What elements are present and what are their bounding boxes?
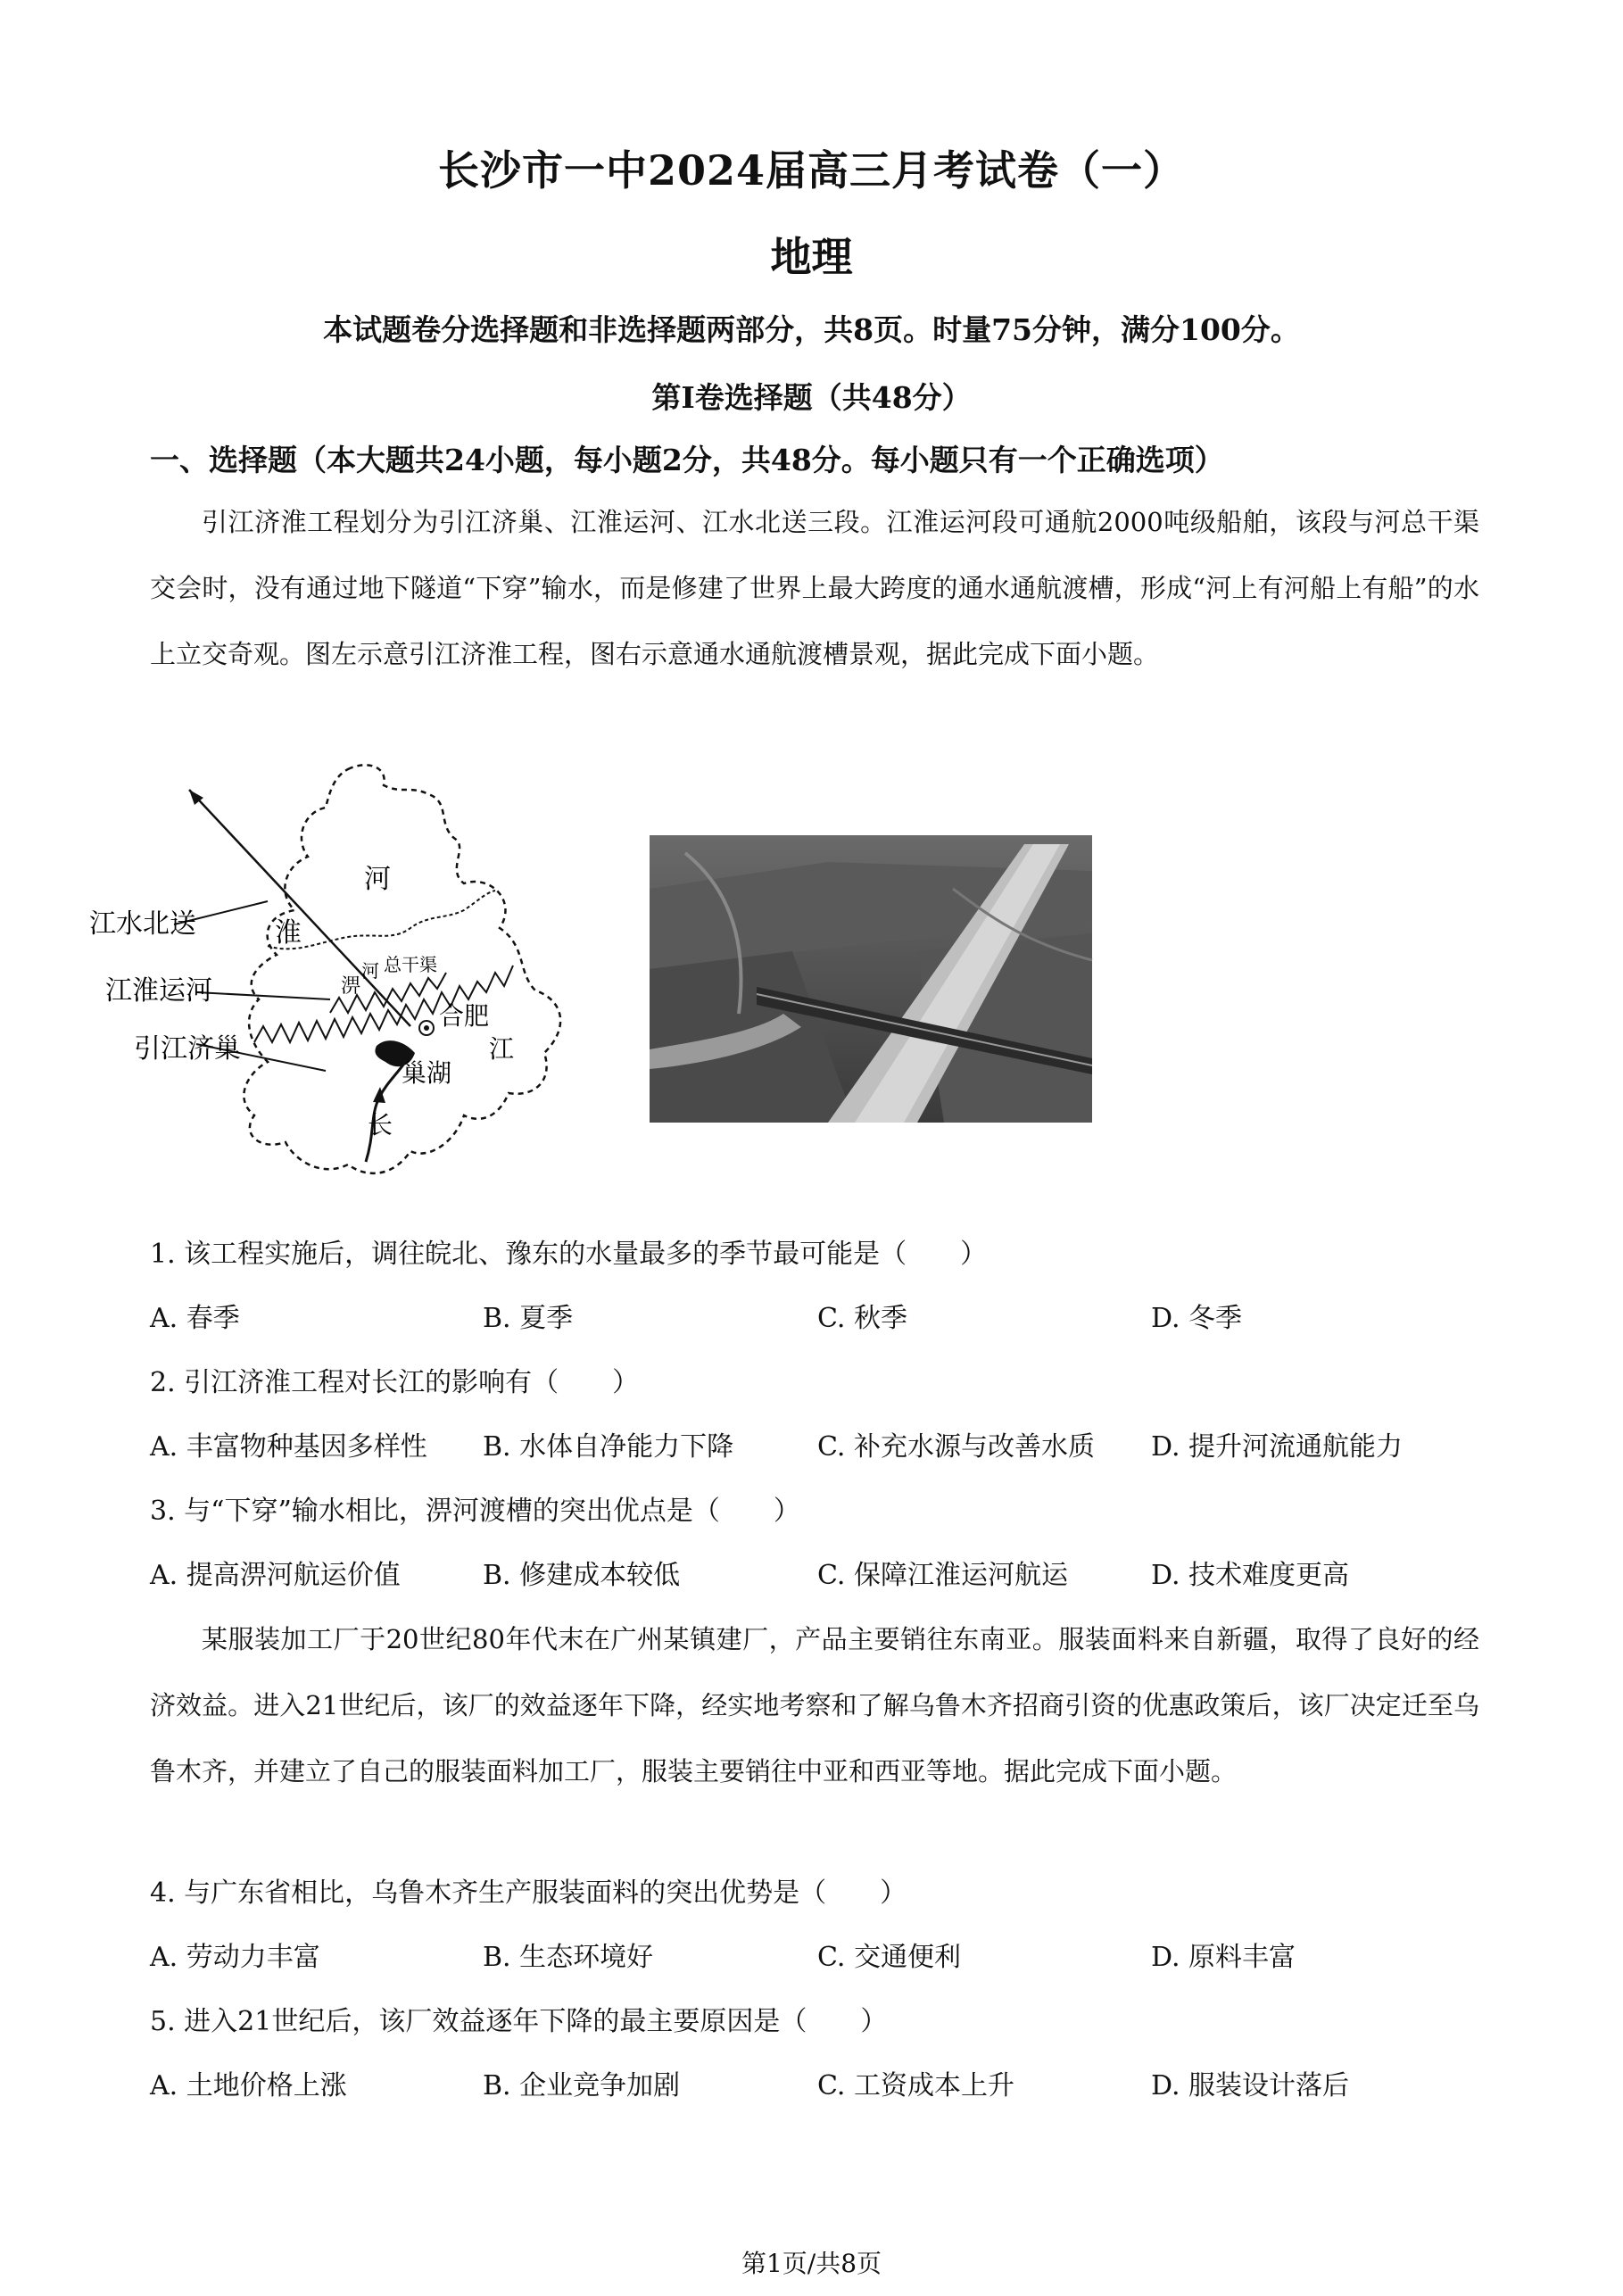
q5-option-c[interactable]: C. 工资成本上升 — [817, 2070, 1014, 2101]
q4-option-c[interactable]: C. 交通便利 — [817, 1942, 961, 1973]
q2-option-c[interactable]: C. 补充水源与改善水质 — [817, 1431, 1095, 1463]
label-huai: 淮 — [275, 918, 302, 948]
q4-option-d[interactable]: D. 原料丰富 — [1151, 1942, 1296, 1973]
project-map — [89, 758, 642, 1187]
question-3-stem: 3. 与“下穿”输水相比，淠河渡槽的突出优点是（ ） — [150, 1496, 800, 1527]
q3-option-d[interactable]: D. 技术难度更高 — [1151, 1560, 1350, 1591]
label-pi1: 淠 — [341, 974, 361, 997]
part-title: 第Ⅰ卷选择题（共48分） — [651, 380, 972, 415]
label-pi2: 河 — [361, 962, 379, 982]
label-canal: 江淮运河 — [105, 976, 212, 1006]
question-5-options — [150, 2063, 1506, 2102]
question-4-options — [150, 1935, 1506, 1974]
q2-option-a[interactable]: A. 丰富物种基因多样性 — [150, 1431, 427, 1463]
q4-option-a[interactable]: A. 劳动力丰富 — [150, 1942, 320, 1973]
q4-option-b[interactable]: B. 生态环境好 — [483, 1942, 654, 1973]
q1-option-a[interactable]: A. 春季 — [150, 1303, 240, 1334]
label-he-north: 河 — [364, 865, 391, 894]
q2-option-d[interactable]: D. 提升河流通航能力 — [1151, 1431, 1404, 1463]
question-1-options — [150, 1296, 1506, 1335]
subject-title: 地理 — [770, 233, 853, 281]
label-chang: 长 — [368, 1111, 393, 1139]
question-3-options — [150, 1553, 1506, 1592]
question-2-stem: 2. 引江济淮工程对长江的影响有（ ） — [150, 1367, 640, 1398]
passage-1: 引江济淮工程划分为引江济巢、江淮运河、江水北送三段。江淮运河段可通航2000吨级船舶，该段与河总干渠交会时，没有通过地下隧道“下穿”输水，而是修建了世界上最大跨度的通水通航渡槽，形成“河上有河船上有船”的水上立交奇观。图左示意引江济淮工程，图右示意通水通航渡槽景观，据此完成下面小题。 — [150, 507, 1479, 669]
q3-option-b[interactable]: B. 修建成本较低 — [483, 1560, 681, 1591]
page-footer: 第1页/共8页 — [741, 2249, 882, 2278]
label-chao: 巢湖 — [402, 1059, 452, 1087]
question-2-options — [150, 1424, 1506, 1463]
q5-option-d[interactable]: D. 服装设计落后 — [1151, 2070, 1350, 2101]
q5-option-a[interactable]: A. 土地价格上涨 — [150, 2070, 347, 2101]
q1-option-b[interactable]: B. 夏季 — [483, 1303, 574, 1334]
aqueduct-photo — [650, 835, 1092, 1123]
label-jiang: 江 — [489, 1035, 515, 1063]
passage-2: 某服装加工厂于20世纪80年代末在广州某镇建厂，产品主要销往东南亚。服装面料来自新疆，取得了良好的经济效益。进入21世纪后，该厂的效益逐年下降，经实地考察和了解乌鲁木齐招商引资的优惠政策后，该厂决定迁至乌鲁木齐，并建立了自己的服装面料加工厂，服装主要销往中亚和西亚等地。据此完成下面小题。 — [150, 1624, 1479, 1786]
question-1-stem: 1. 该工程实施后，调往皖北、豫东的水量最多的季节最可能是（ ） — [150, 1239, 988, 1270]
label-zong: 总干渠 — [384, 956, 437, 975]
q1-option-c[interactable]: C. 秋季 — [817, 1303, 907, 1334]
q3-option-c[interactable]: C. 保障江淮运河航运 — [817, 1560, 1068, 1591]
q2-option-b[interactable]: B. 水体自净能力下降 — [483, 1431, 734, 1463]
question-4-stem: 4. 与广东省相比，乌鲁木齐生产服装面料的突出优势是（ ） — [150, 1877, 907, 1909]
question-5-stem: 5. 进入21世纪后，该厂效益逐年下降的最主要原因是（ ） — [150, 2006, 888, 2037]
section-heading: 一、选择题（本大题共24小题，每小题2分，共48分。每小题只有一个正确选项） — [150, 443, 1224, 477]
q1-option-d[interactable]: D. 冬季 — [1151, 1303, 1243, 1334]
exam-note: 本试题卷分选择题和非选择题两部分，共8页。时量75分钟，满分100分。 — [323, 312, 1300, 347]
exam-title: 长沙市一中2024届高三月考试卷（一） — [437, 146, 1186, 195]
q5-option-b[interactable]: B. 企业竞争加剧 — [483, 2070, 681, 2101]
q3-option-a[interactable]: A. 提高淠河航运价值 — [150, 1560, 401, 1591]
label-hefei: 合肥 — [439, 1002, 490, 1030]
label-chaohu-link: 引江济巢 — [134, 1034, 241, 1064]
label-north: 江水北送 — [89, 909, 196, 939]
